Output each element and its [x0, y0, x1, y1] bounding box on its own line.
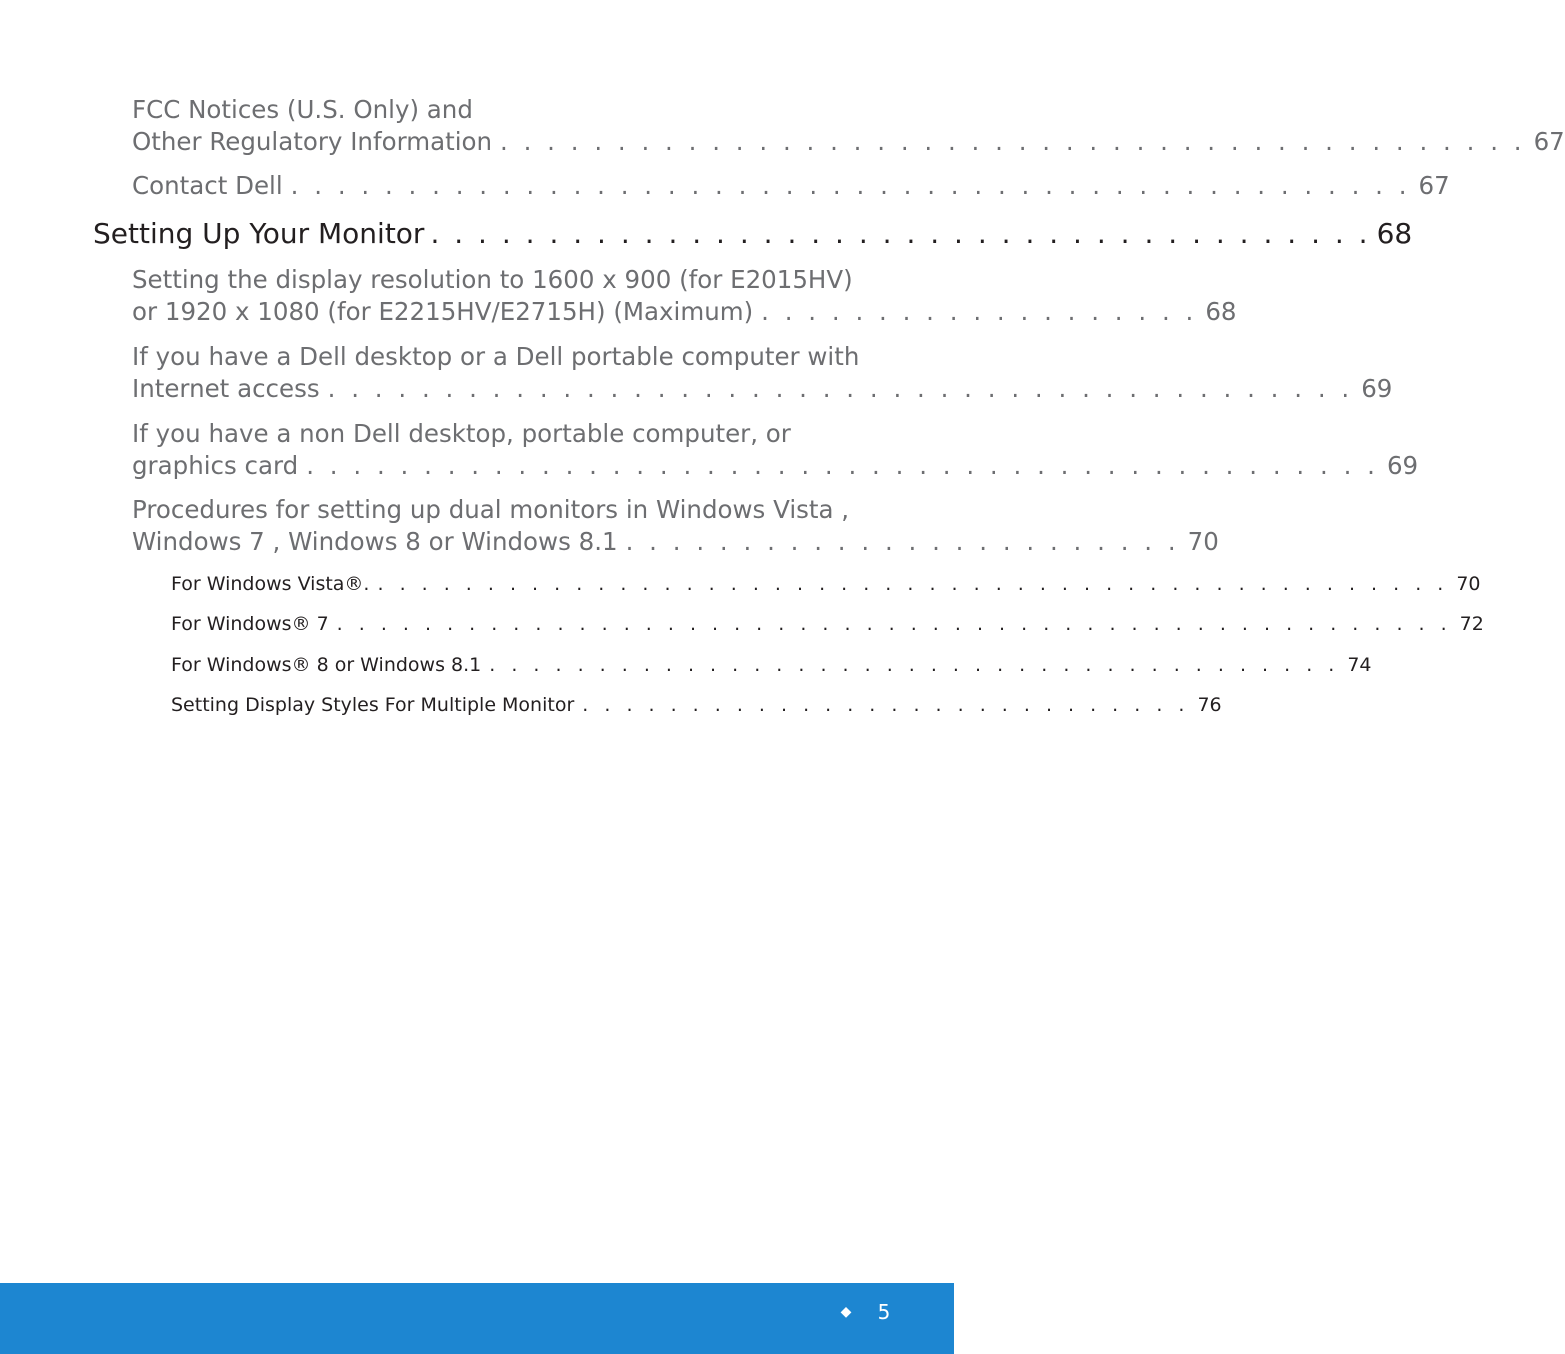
toc-leader-dots: . . . . . . . . . . . . . . . . . . . . . . . . . . . . . . . . . . . . . . . . . . . . . . . . . . . — [336, 613, 1452, 635]
toc-title: If you have a Dell desktop or a Dell portable computer with — [132, 342, 860, 371]
toc-title: Contact Dell — [132, 171, 283, 200]
toc-title: Windows 7 , Windows 8 or Windows 8.1 — [132, 527, 618, 556]
toc-line — [132, 418, 886, 450]
toc-page-number: 69 — [1361, 374, 1393, 403]
page-number: 5 — [877, 1300, 891, 1324]
toc-entry-dell-desktop[interactable] — [132, 341, 1393, 405]
toc-line — [93, 217, 1413, 251]
toc-entry-windows-7[interactable] — [171, 612, 1484, 636]
toc-leader-dots: . . . . . . . . . . . . . . . . . . . — [761, 297, 1198, 326]
toc-line — [132, 494, 886, 526]
diamond-icon: ◆ — [840, 1304, 852, 1320]
toc-entry-windows-vista[interactable] — [171, 572, 1481, 596]
toc-title: Setting Up Your Monitor — [93, 217, 425, 250]
toc-line — [132, 450, 1419, 482]
toc-line — [132, 264, 886, 296]
toc-title: Procedures for setting up dual monitors in Windows Vista , — [132, 495, 850, 524]
toc-leader-dots: . . . . . . . . . . . . . . . . . . . . . . . . . . . . . . . . . . . . . . . . . . . . — [500, 127, 1526, 156]
toc-leader-dots: . . . . . . . . . . . . . . . . . . . . . . . . . . . . . . . . . . . . . . . — [489, 654, 1340, 676]
toc-entry-multiple-monitor-styles[interactable] — [171, 693, 1222, 717]
toc-entry-windows-8[interactable] — [171, 653, 1372, 677]
toc-title: Internet access — [132, 374, 320, 403]
toc-line — [171, 612, 1484, 636]
toc-entry-fcc-notices[interactable] — [132, 94, 1565, 158]
toc-page-number: 72 — [1459, 613, 1484, 635]
toc-title: FCC Notices (U.S. Only) and — [132, 95, 473, 124]
toc-line — [171, 572, 1481, 596]
toc-entry-display-resolution[interactable] — [132, 264, 1237, 328]
toc-entry-non-dell-desktop[interactable] — [132, 418, 1419, 482]
toc-title: Setting the display resolution to 1600 x 900 (for E2015HV) — [132, 265, 853, 294]
toc-leader-dots: . . . . . . . . . . . . . . . . . . . . . . . . . . . . . . . . . . . . . . . . . . . . . . . . . — [377, 573, 1449, 595]
toc-title: For Windows® 7 — [171, 613, 329, 635]
toc-page-number: 68 — [1205, 297, 1237, 326]
toc-line — [132, 170, 1450, 202]
toc-title: For Windows® 8 or Windows 8.1 — [171, 654, 482, 676]
toc-page-number: 67 — [1533, 127, 1565, 156]
toc-page-number: 68 — [1376, 217, 1413, 250]
toc-line — [132, 296, 1237, 328]
toc-entry-contact-dell[interactable] — [132, 170, 1450, 202]
toc-page-number: 74 — [1347, 654, 1372, 676]
toc-leader-dots: . . . . . . . . . . . . . . . . . . . . . . . . . . . . . . . . . . . . . . . . . . . . . . . . — [290, 171, 1411, 200]
toc-title: For Windows Vista®. — [171, 573, 370, 595]
toc-title: graphics card — [132, 451, 299, 480]
toc-page-number: 76 — [1197, 694, 1222, 716]
toc-title: Setting Display Styles For Multiple Monitor — [171, 694, 575, 716]
toc-page-number: 70 — [1187, 527, 1219, 556]
toc-title: If you have a non Dell desktop, portable computer, or — [132, 419, 791, 448]
toc-entry-dual-monitors[interactable] — [132, 494, 1219, 558]
toc-line — [132, 373, 1393, 405]
toc-line — [171, 653, 1372, 677]
toc-leader-dots: . . . . . . . . . . . . . . . . . . . . . . . . . . . . . . . . . . . . . . . . . . . . — [327, 374, 1354, 403]
toc-line — [132, 94, 886, 126]
toc-title: Other Regulatory Information — [132, 127, 493, 156]
toc-line — [132, 126, 1565, 158]
toc-line — [132, 341, 886, 373]
toc-page-number: 67 — [1418, 171, 1450, 200]
toc-leader-dots: . . . . . . . . . . . . . . . . . . . . . . . . . . . . . . . . . . . . . . . . — [430, 217, 1371, 250]
footer-bar — [0, 1283, 954, 1354]
toc-page-number: 69 — [1386, 451, 1419, 480]
toc-line — [132, 526, 1219, 558]
toc-page-number: 70 — [1456, 573, 1481, 595]
toc-leader-dots: . . . . . . . . . . . . . . . . . . . . . . . . . . . . . . . . . . . . . . . . . . . . . . — [306, 451, 1379, 480]
toc-title: or 1920 x 1080 (for E2215HV/E2715H) (Maximum) — [132, 297, 754, 326]
toc-leader-dots: . . . . . . . . . . . . . . . . . . . . . . . . — [625, 527, 1180, 556]
toc-leader-dots: . . . . . . . . . . . . . . . . . . . . . . . . . . . . — [582, 694, 1190, 716]
toc-chapter-setting-up-your-monitor[interactable] — [93, 217, 1413, 251]
toc-line — [171, 693, 1222, 717]
